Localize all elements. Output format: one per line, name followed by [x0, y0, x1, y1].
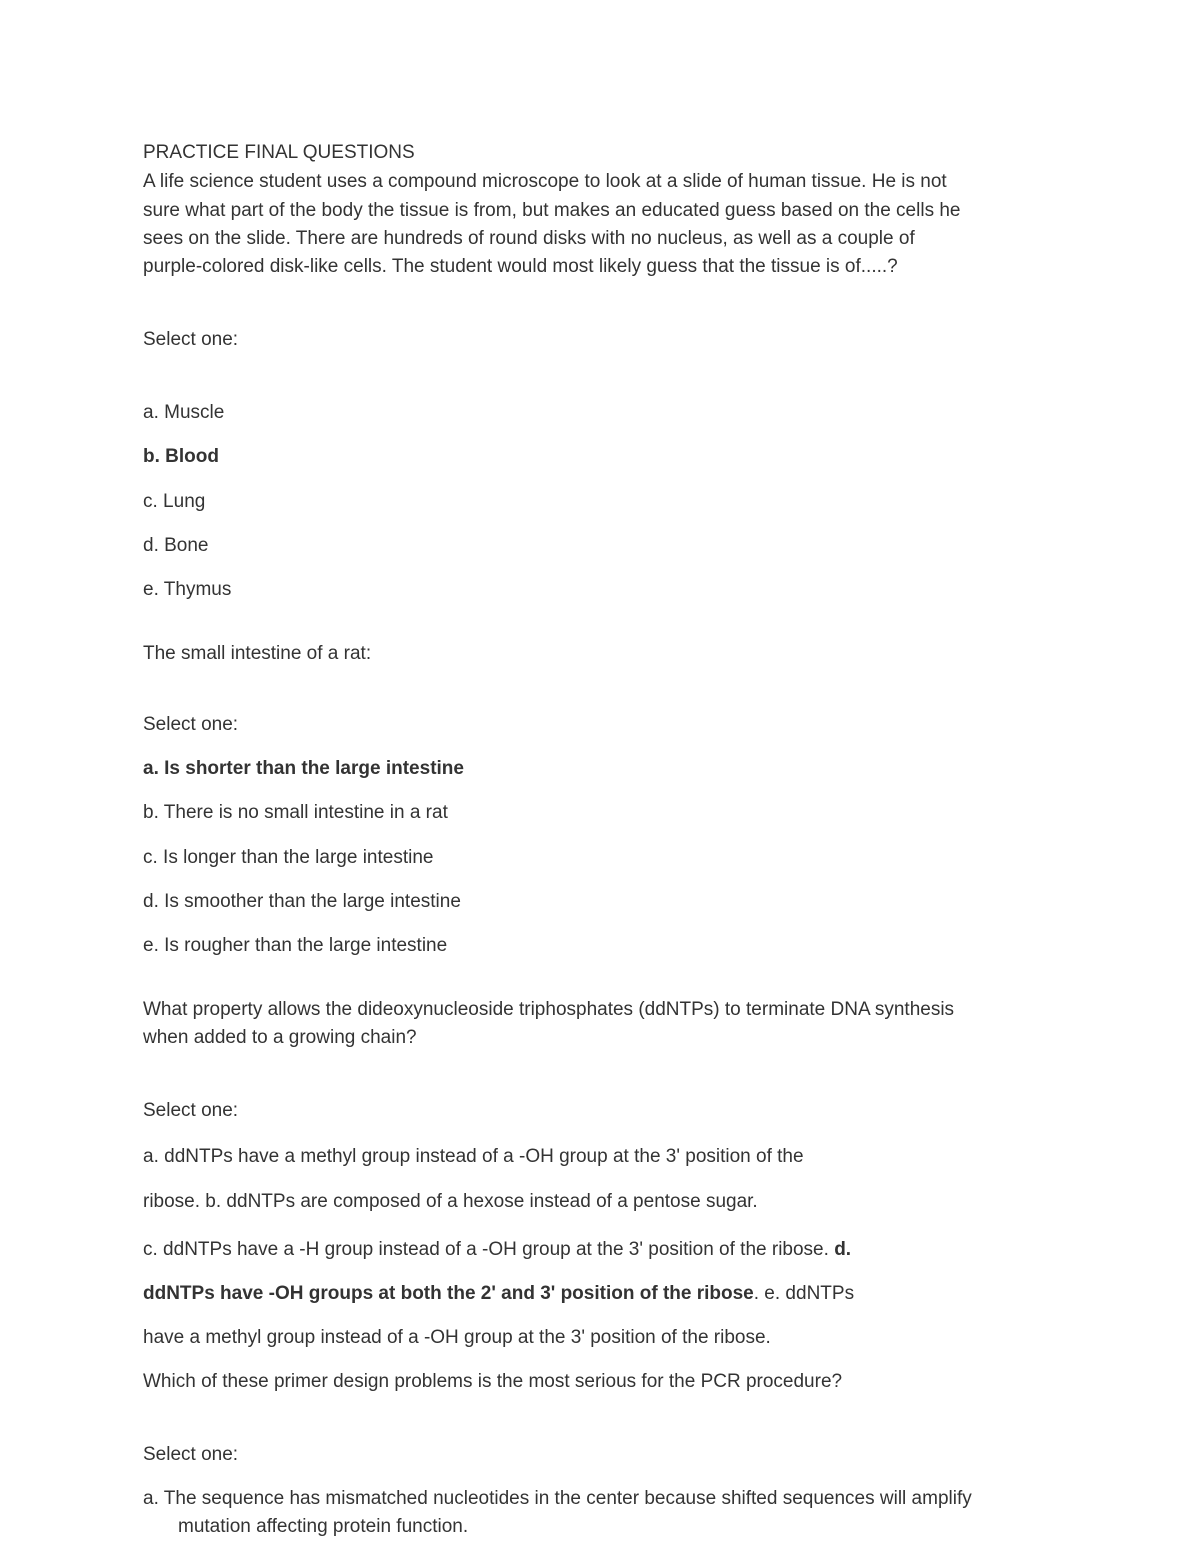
question-text: Which of these primer design problems is the most serious for the PCR procedure?: [143, 1371, 843, 1392]
answer-option[interactable]: e. Thymus: [143, 579, 232, 600]
question-text-line: purple-colored disk-like cells. The student would most likely guess that the tissue is of.....?: [143, 256, 898, 277]
answer-option-line[interactable]: ribose. b. ddNTPs are composed of a hexose instead of a pentose sugar.: [143, 1191, 758, 1212]
answer-option[interactable]: c. Is longer than the large intestine: [143, 847, 434, 868]
answer-option-correct[interactable]: b. Blood: [143, 446, 219, 467]
option-e-marker: . e. ddNTPs: [753, 1283, 855, 1304]
question-text-line: A life science student uses a compound microscope to look at a slide of human tissue. He is not: [143, 171, 947, 192]
select-one-label: Select one:: [143, 714, 239, 735]
question-text-line: sure what part of the body the tissue is from, but makes an educated guess based on the cells he: [143, 200, 961, 221]
page-title: PRACTICE FINAL QUESTIONS: [143, 142, 415, 163]
answer-option[interactable]: d. Is smoother than the large intestine: [143, 891, 461, 912]
answer-option-line[interactable]: [143, 1280, 854, 1308]
option-d-correct-text: ddNTPs have -OH groups at both the 2' and 3' position of the ribose: [143, 1283, 754, 1304]
answer-option[interactable]: b. There is no small intestine in a rat: [143, 802, 448, 823]
answer-option[interactable]: a. Muscle: [143, 402, 225, 423]
answer-option-line[interactable]: a. ddNTPs have a methyl group instead of a -OH group at the 3' position of the: [143, 1146, 804, 1167]
answer-option-line[interactable]: have a methyl group instead of a -OH group at the 3' position of the ribose.: [143, 1327, 771, 1348]
answer-option-line[interactable]: [143, 1236, 851, 1264]
answer-option-correct[interactable]: a. Is shorter than the large intestine: [143, 758, 464, 779]
answer-option-line[interactable]: mutation affecting protein function.: [178, 1516, 469, 1537]
answer-option[interactable]: d. Bone: [143, 535, 209, 556]
option-d-marker: d.: [834, 1239, 852, 1260]
answer-option[interactable]: c. Lung: [143, 491, 206, 512]
question-text-line: What property allows the dideoxynucleoside triphosphates (ddNTPs) to terminate DNA synthesis: [143, 999, 955, 1020]
option-c-text: c. ddNTPs have a -H group instead of a -OH group at the 3' position of the ribose.: [143, 1239, 829, 1260]
select-one-label: Select one:: [143, 329, 239, 350]
select-one-label: Select one:: [143, 1444, 239, 1465]
answer-option[interactable]: e. Is rougher than the large intestine: [143, 935, 448, 956]
question-text: The small intestine of a rat:: [143, 643, 372, 664]
answer-option-line[interactable]: a. The sequence has mismatched nucleotides in the center because shifted sequences will amplify: [143, 1488, 972, 1509]
question-text-line: when added to a growing chain?: [143, 1027, 417, 1048]
select-one-label: Select one:: [143, 1100, 239, 1121]
question-text-line: sees on the slide. There are hundreds of round disks with no nucleus, as well as a couple of: [143, 228, 915, 249]
